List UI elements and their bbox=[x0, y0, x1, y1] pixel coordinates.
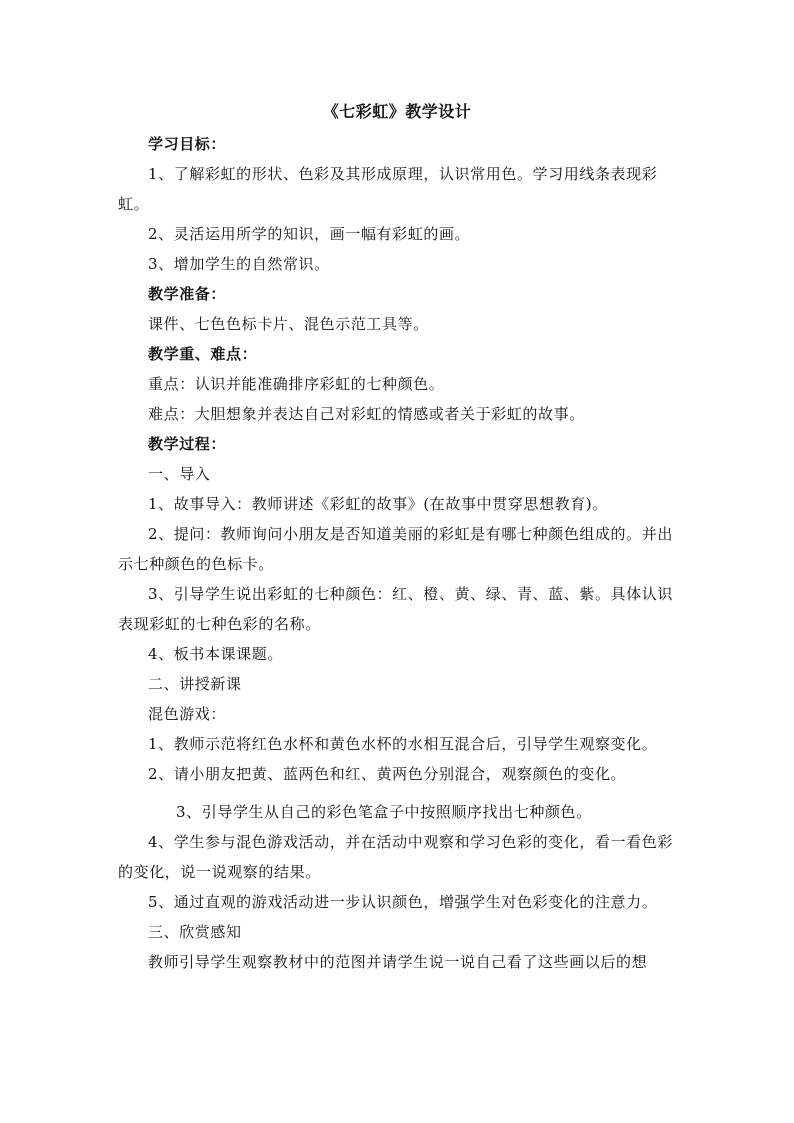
document-body bbox=[118, 129, 678, 977]
preparation-text: 课件、七色色标卡片、混色示范工具等。 bbox=[148, 315, 429, 333]
intro-step-1: 1、故事导入：教师讲述《彩虹的故事》(在故事中贯穿思想教育)。 bbox=[148, 495, 608, 513]
appreciation-text: 教师引导学生观察教材中的范图并请学生说一说自己看了这些画以后的想 bbox=[148, 953, 648, 971]
game-step-2: 2、请小朋友把黄、蓝两色和红、黄两色分别混合，观察颜色的变化。 bbox=[148, 765, 627, 783]
section-heading-preparation: 教学准备： bbox=[148, 285, 227, 303]
section-heading-process: 教学过程： bbox=[148, 435, 227, 453]
game-step-5: 5、通过直观的游戏活动进一步认识颜色，增强学生对色彩变化的注意力。 bbox=[148, 893, 658, 911]
document-title: 《七彩虹》教学设计 bbox=[322, 102, 472, 121]
game-step-1: 1、教师示范将红色水杯和黄色水杯的水相互混合后，引导学生观察变化。 bbox=[148, 735, 658, 753]
section-heading-key-points: 教学重、难点： bbox=[148, 345, 258, 363]
key-point-text: 重点：认识并能准确排序彩虹的七种颜色。 bbox=[148, 375, 445, 393]
game-step-3: 3、引导学生从自己的彩色笔盒子中按照顺序找出七种颜色。 bbox=[176, 803, 592, 821]
process-subheading-intro: 一、导入 bbox=[148, 465, 211, 483]
intro-step-4: 4、板书本课课题。 bbox=[148, 645, 283, 663]
objective-item-3: 3、增加学生的自然常识。 bbox=[148, 255, 330, 273]
process-subheading-appreciation: 三、欣赏感知 bbox=[148, 923, 242, 941]
color-game-label: 混色游戏： bbox=[148, 705, 227, 723]
objective-item-2: 2、灵活运用所学的知识，画一幅有彩虹的画。 bbox=[148, 225, 471, 243]
process-subheading-new-lesson: 二、讲授新课 bbox=[148, 675, 242, 693]
intro-step-3: 3、引导学生说出彩虹的七种颜色：红、橙、黄、绿、青、蓝、紫。具体认识表现彩虹的七种色彩的名称。 bbox=[118, 585, 673, 633]
difficult-point-text: 难点：大胆想象并表达自己对彩虹的情感或者关于彩虹的故事。 bbox=[148, 405, 585, 423]
objective-item-1: 1、了解彩虹的形状、色彩及其形成原理，认识常用色。学习用线条表现彩虹。 bbox=[118, 165, 658, 213]
game-step-4: 4、学生参与混色游戏活动，并在活动中观察和学习色彩的变化，看一看色彩的变化，说一说观察的结果。 bbox=[118, 833, 673, 881]
section-heading-objectives: 学习目标： bbox=[148, 135, 227, 153]
intro-step-2: 2、提问：教师询问小朋友是否知道美丽的彩虹是有哪七种颜色组成的。并出示七种颜色的色标卡。 bbox=[118, 525, 673, 573]
